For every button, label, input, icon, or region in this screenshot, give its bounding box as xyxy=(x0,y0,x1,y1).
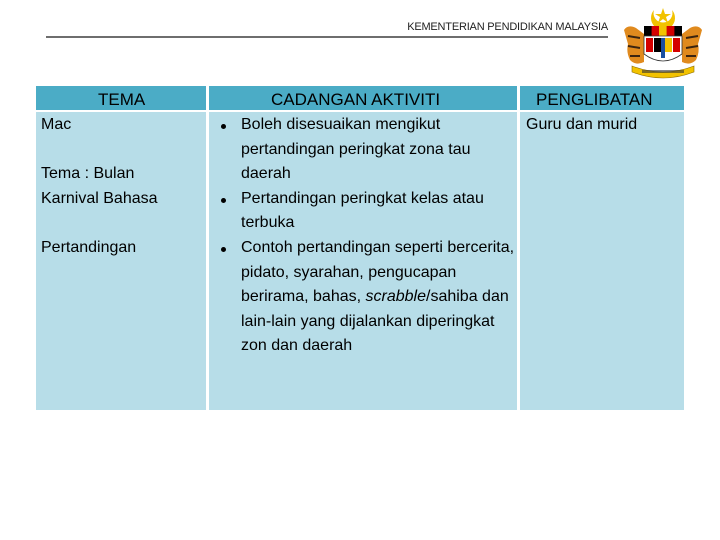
list-item: Boleh disesuaikan mengikut pertandingan peringkat zona tau daerah xyxy=(209,113,517,187)
table-header-row xyxy=(36,86,684,110)
tema-text xyxy=(41,113,158,261)
header-tema: TEMA xyxy=(98,90,146,109)
tema-cell xyxy=(36,112,206,410)
ministry-name: KEMENTERIAN PENDIDIKAN MALAYSIA xyxy=(407,21,608,33)
tema-title-line1: Tema : Bulan xyxy=(41,165,135,183)
penglibatan-cell xyxy=(520,112,684,410)
header-penglibatan: PENGLIBATAN xyxy=(536,90,653,109)
header-cadangan-aktiviti: CADANGAN AKTIVITI xyxy=(271,90,441,109)
bullet-icon xyxy=(221,247,226,252)
tema-title-line2: Karnival Bahasa xyxy=(41,189,158,207)
bullet-icon xyxy=(221,198,226,203)
table-row xyxy=(36,112,684,410)
header-cell-penglibatan xyxy=(520,86,684,110)
header-cell-aktiviti xyxy=(209,86,517,110)
aktiviti-cell xyxy=(209,112,517,410)
tema-month: Mac xyxy=(41,116,72,133)
bullet-icon xyxy=(221,124,226,129)
scrabble-term: scrabble xyxy=(365,288,426,306)
activity-table xyxy=(36,86,684,410)
aktiviti-list xyxy=(209,113,517,359)
header-cell-tema xyxy=(36,86,206,110)
list-item: Contoh pertandingan seperti bercerita, pidato, syarahan, pengucapan berirama, bahas, scrabble/sahiba dan lain-lain yang dijalankan diperingkat zon dan daerah xyxy=(209,236,517,359)
malaysia-coat-of-arms-icon xyxy=(618,4,708,84)
header-divider xyxy=(46,36,608,38)
penglibatan-text: Guru dan murid xyxy=(526,116,638,133)
list-item: Pertandingan peringkat kelas atau terbuka xyxy=(209,187,517,236)
tema-category: Pertandingan xyxy=(41,238,137,256)
